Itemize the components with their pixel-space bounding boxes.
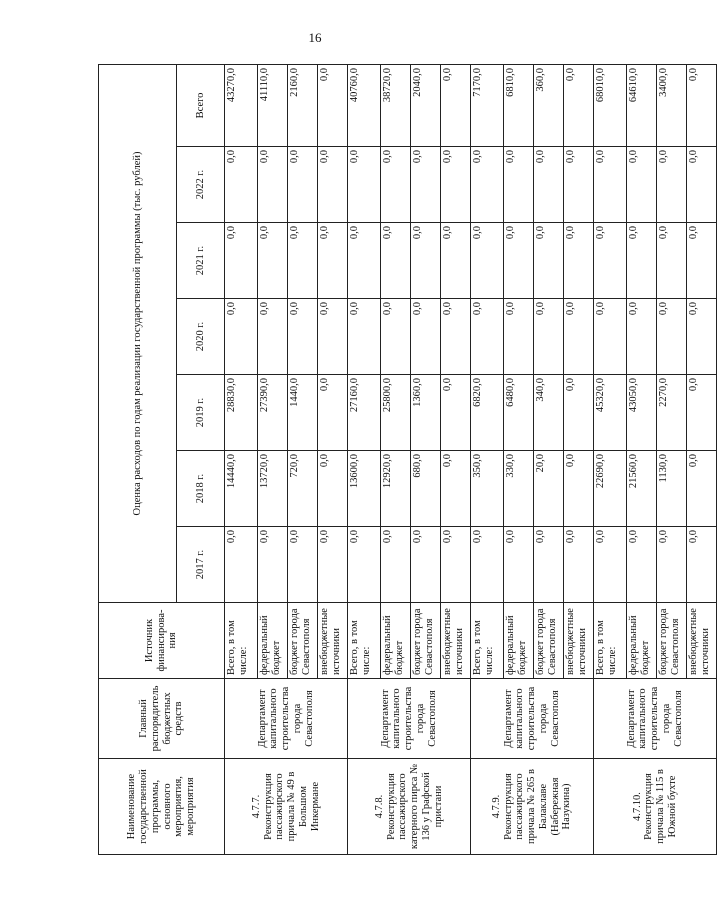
year-value: 0,0	[594, 223, 627, 299]
year-value: 0,0	[687, 223, 717, 299]
measure-name: 4.7.9. Реконструкция пассажирского причала № 265 в Балаклаве (Набережная Назукина)	[471, 759, 594, 855]
year-value: 45320,0	[594, 375, 627, 451]
measure-name: 4.7.10. Реконструкция причала № 115 в Южной бухте	[594, 759, 717, 855]
year-value: 27160,0	[348, 375, 381, 451]
table-row	[225, 64, 258, 854]
year-value: 0,0	[504, 527, 534, 603]
total-value: 0,0	[687, 64, 717, 146]
total-value: 40760,0	[348, 64, 381, 146]
year-value: 0,0	[441, 147, 471, 223]
year-value: 0,0	[504, 299, 534, 375]
year-value: 0,0	[381, 299, 411, 375]
year-value: 0,0	[687, 147, 717, 223]
year-value: 0,0	[225, 147, 258, 223]
year-value: 0,0	[687, 375, 717, 451]
rotated-table-wrapper	[98, 65, 711, 855]
year-value: 14440,0	[225, 451, 258, 527]
funding-source-label: внебюджетные источники	[687, 603, 717, 679]
year-value: 0,0	[687, 299, 717, 375]
total-value: 0,0	[441, 64, 471, 146]
year-value: 0,0	[348, 299, 381, 375]
year-value: 0,0	[381, 527, 411, 603]
year-value: 0,0	[441, 223, 471, 299]
funding-source-label: федеральный бюджет	[258, 603, 288, 679]
year-value: 0,0	[381, 147, 411, 223]
year-value: 0,0	[288, 223, 318, 299]
year-value: 1440,0	[288, 375, 318, 451]
year-value: 0,0	[381, 223, 411, 299]
year-value: 0,0	[225, 223, 258, 299]
year-value: 680,0	[411, 451, 441, 527]
header-name: Наименование государственной программы, основного мероприятия, мероприятия	[99, 759, 225, 855]
measure-name: 4.7.7. Реконструкция пассажирского причала № 49 в Большом Инкермане	[225, 759, 348, 855]
year-value: 0,0	[411, 223, 441, 299]
header-manager: Главный распорядитель бюджетных средств	[99, 679, 225, 759]
total-value: 2160,0	[288, 64, 318, 146]
year-value: 0,0	[471, 223, 504, 299]
year-value: 0,0	[348, 527, 381, 603]
total-value: 64610,0	[627, 64, 657, 146]
header-source: Источник финансирова-ния	[99, 603, 225, 679]
measure-manager: Департамент капитального строительства города Севастополя	[594, 679, 717, 759]
funding-source-label: бюджет города Севастополя	[411, 603, 441, 679]
year-value: 0,0	[258, 299, 288, 375]
header-estimate: Оценка расходов по годам реализации государственной программы (тыс. рублей)	[99, 64, 177, 602]
year-value: 0,0	[534, 147, 564, 223]
year-value: 0,0	[441, 375, 471, 451]
total-value: 0,0	[564, 64, 594, 146]
year-value: 0,0	[348, 147, 381, 223]
year-value: 0,0	[534, 223, 564, 299]
year-value: 0,0	[348, 223, 381, 299]
year-value: 1130,0	[657, 451, 687, 527]
funding-source-label: федеральный бюджет	[381, 603, 411, 679]
year-value: 0,0	[471, 147, 504, 223]
year-value: 340,0	[534, 375, 564, 451]
year-value: 2270,0	[657, 375, 687, 451]
year-value: 0,0	[441, 299, 471, 375]
funding-source-label: бюджет города Севастополя	[288, 603, 318, 679]
year-value: 0,0	[657, 223, 687, 299]
year-value: 0,0	[534, 527, 564, 603]
year-value: 1360,0	[411, 375, 441, 451]
total-value: 6810,0	[504, 64, 534, 146]
total-value: 2040,0	[411, 64, 441, 146]
year-value: 0,0	[258, 147, 288, 223]
year-value: 6820,0	[471, 375, 504, 451]
year-value: 0,0	[258, 527, 288, 603]
total-value: 360,0	[534, 64, 564, 146]
header-year-2017: 2017 г.	[177, 527, 225, 603]
funding-source-label: федеральный бюджет	[627, 603, 657, 679]
year-value: 0,0	[504, 223, 534, 299]
total-value: 43270,0	[225, 64, 258, 146]
year-value: 0,0	[318, 451, 348, 527]
total-value: 7170,0	[471, 64, 504, 146]
year-value: 0,0	[411, 147, 441, 223]
funding-source-label: Всего, в том числе:	[594, 603, 627, 679]
measure-manager: Департамент капитального строительства города Севастополя	[348, 679, 471, 759]
year-value: 25800,0	[381, 375, 411, 451]
total-value: 68010,0	[594, 64, 627, 146]
year-value: 0,0	[504, 147, 534, 223]
year-value: 0,0	[471, 299, 504, 375]
funding-source-label: Всего, в том числе:	[471, 603, 504, 679]
year-value: 20,0	[534, 451, 564, 527]
year-value: 28830,0	[225, 375, 258, 451]
year-value: 6480,0	[504, 375, 534, 451]
year-value: 0,0	[687, 451, 717, 527]
funding-source-label: Всего, в том числе:	[348, 603, 381, 679]
year-value: 0,0	[564, 147, 594, 223]
table-row	[348, 64, 381, 854]
total-value: 0,0	[318, 64, 348, 146]
year-value: 0,0	[564, 451, 594, 527]
year-value: 0,0	[288, 299, 318, 375]
header-year-2021: 2021 г.	[177, 223, 225, 299]
measure-name: 4.7.8. Реконструкция пассажирского катерного пирса № 136 у Графской пристани	[348, 759, 471, 855]
year-value: 27390,0	[258, 375, 288, 451]
year-value: 0,0	[594, 527, 627, 603]
year-value: 0,0	[288, 527, 318, 603]
total-value: 41110,0	[258, 64, 288, 146]
year-value: 0,0	[318, 299, 348, 375]
year-value: 0,0	[411, 527, 441, 603]
header-total: Всего	[177, 64, 225, 146]
funding-source-label: бюджет города Севастополя	[657, 603, 687, 679]
header-year-2019: 2019 г.	[177, 375, 225, 451]
year-value: 0,0	[225, 527, 258, 603]
year-value: 0,0	[288, 147, 318, 223]
year-value: 0,0	[627, 147, 657, 223]
year-value: 0,0	[627, 527, 657, 603]
year-value: 13720,0	[258, 451, 288, 527]
total-value: 38720,0	[381, 64, 411, 146]
year-value: 0,0	[258, 223, 288, 299]
total-value: 3400,0	[657, 64, 687, 146]
measure-manager: Департамент капитального строительства города Севастополя	[225, 679, 348, 759]
year-value: 0,0	[564, 527, 594, 603]
table-row	[594, 64, 627, 854]
page-number: 16	[308, 30, 322, 45]
table-row	[471, 64, 504, 854]
year-value: 0,0	[318, 147, 348, 223]
year-value: 0,0	[657, 299, 687, 375]
year-value: 0,0	[657, 527, 687, 603]
year-value: 330,0	[504, 451, 534, 527]
budget-table	[98, 64, 717, 855]
header-year-2020: 2020 г.	[177, 299, 225, 375]
funding-source-label: внебюджетные источники	[441, 603, 471, 679]
year-value: 0,0	[441, 527, 471, 603]
year-value: 0,0	[687, 527, 717, 603]
year-value: 21560,0	[627, 451, 657, 527]
year-value: 0,0	[564, 375, 594, 451]
year-value: 0,0	[318, 223, 348, 299]
funding-source-label: бюджет города Севастополя	[534, 603, 564, 679]
year-value: 22690,0	[594, 451, 627, 527]
year-value: 0,0	[318, 375, 348, 451]
year-value: 13600,0	[348, 451, 381, 527]
year-value: 0,0	[627, 223, 657, 299]
year-value: 0,0	[594, 147, 627, 223]
year-value: 0,0	[657, 147, 687, 223]
year-value: 0,0	[441, 451, 471, 527]
year-value: 0,0	[411, 299, 441, 375]
year-value: 0,0	[594, 299, 627, 375]
measure-manager: Департамент капитального строительства города Севастополя	[471, 679, 594, 759]
year-value: 0,0	[564, 223, 594, 299]
year-value: 0,0	[225, 299, 258, 375]
funding-source-label: федеральный бюджет	[504, 603, 534, 679]
year-value: 720,0	[288, 451, 318, 527]
year-value: 0,0	[471, 527, 504, 603]
year-value: 0,0	[627, 299, 657, 375]
year-value: 0,0	[534, 299, 564, 375]
header-year-2022: 2022 г.	[177, 147, 225, 223]
funding-source-label: внебюджетные источники	[564, 603, 594, 679]
funding-source-label: Всего, в том числе:	[225, 603, 258, 679]
header-year-2018: 2018 г.	[177, 451, 225, 527]
year-value: 12920,0	[381, 451, 411, 527]
year-value: 43050,0	[627, 375, 657, 451]
funding-source-label: внебюджетные источники	[318, 603, 348, 679]
year-value: 350,0	[471, 451, 504, 527]
year-value: 0,0	[564, 299, 594, 375]
table-body	[225, 64, 717, 854]
year-value: 0,0	[318, 527, 348, 603]
